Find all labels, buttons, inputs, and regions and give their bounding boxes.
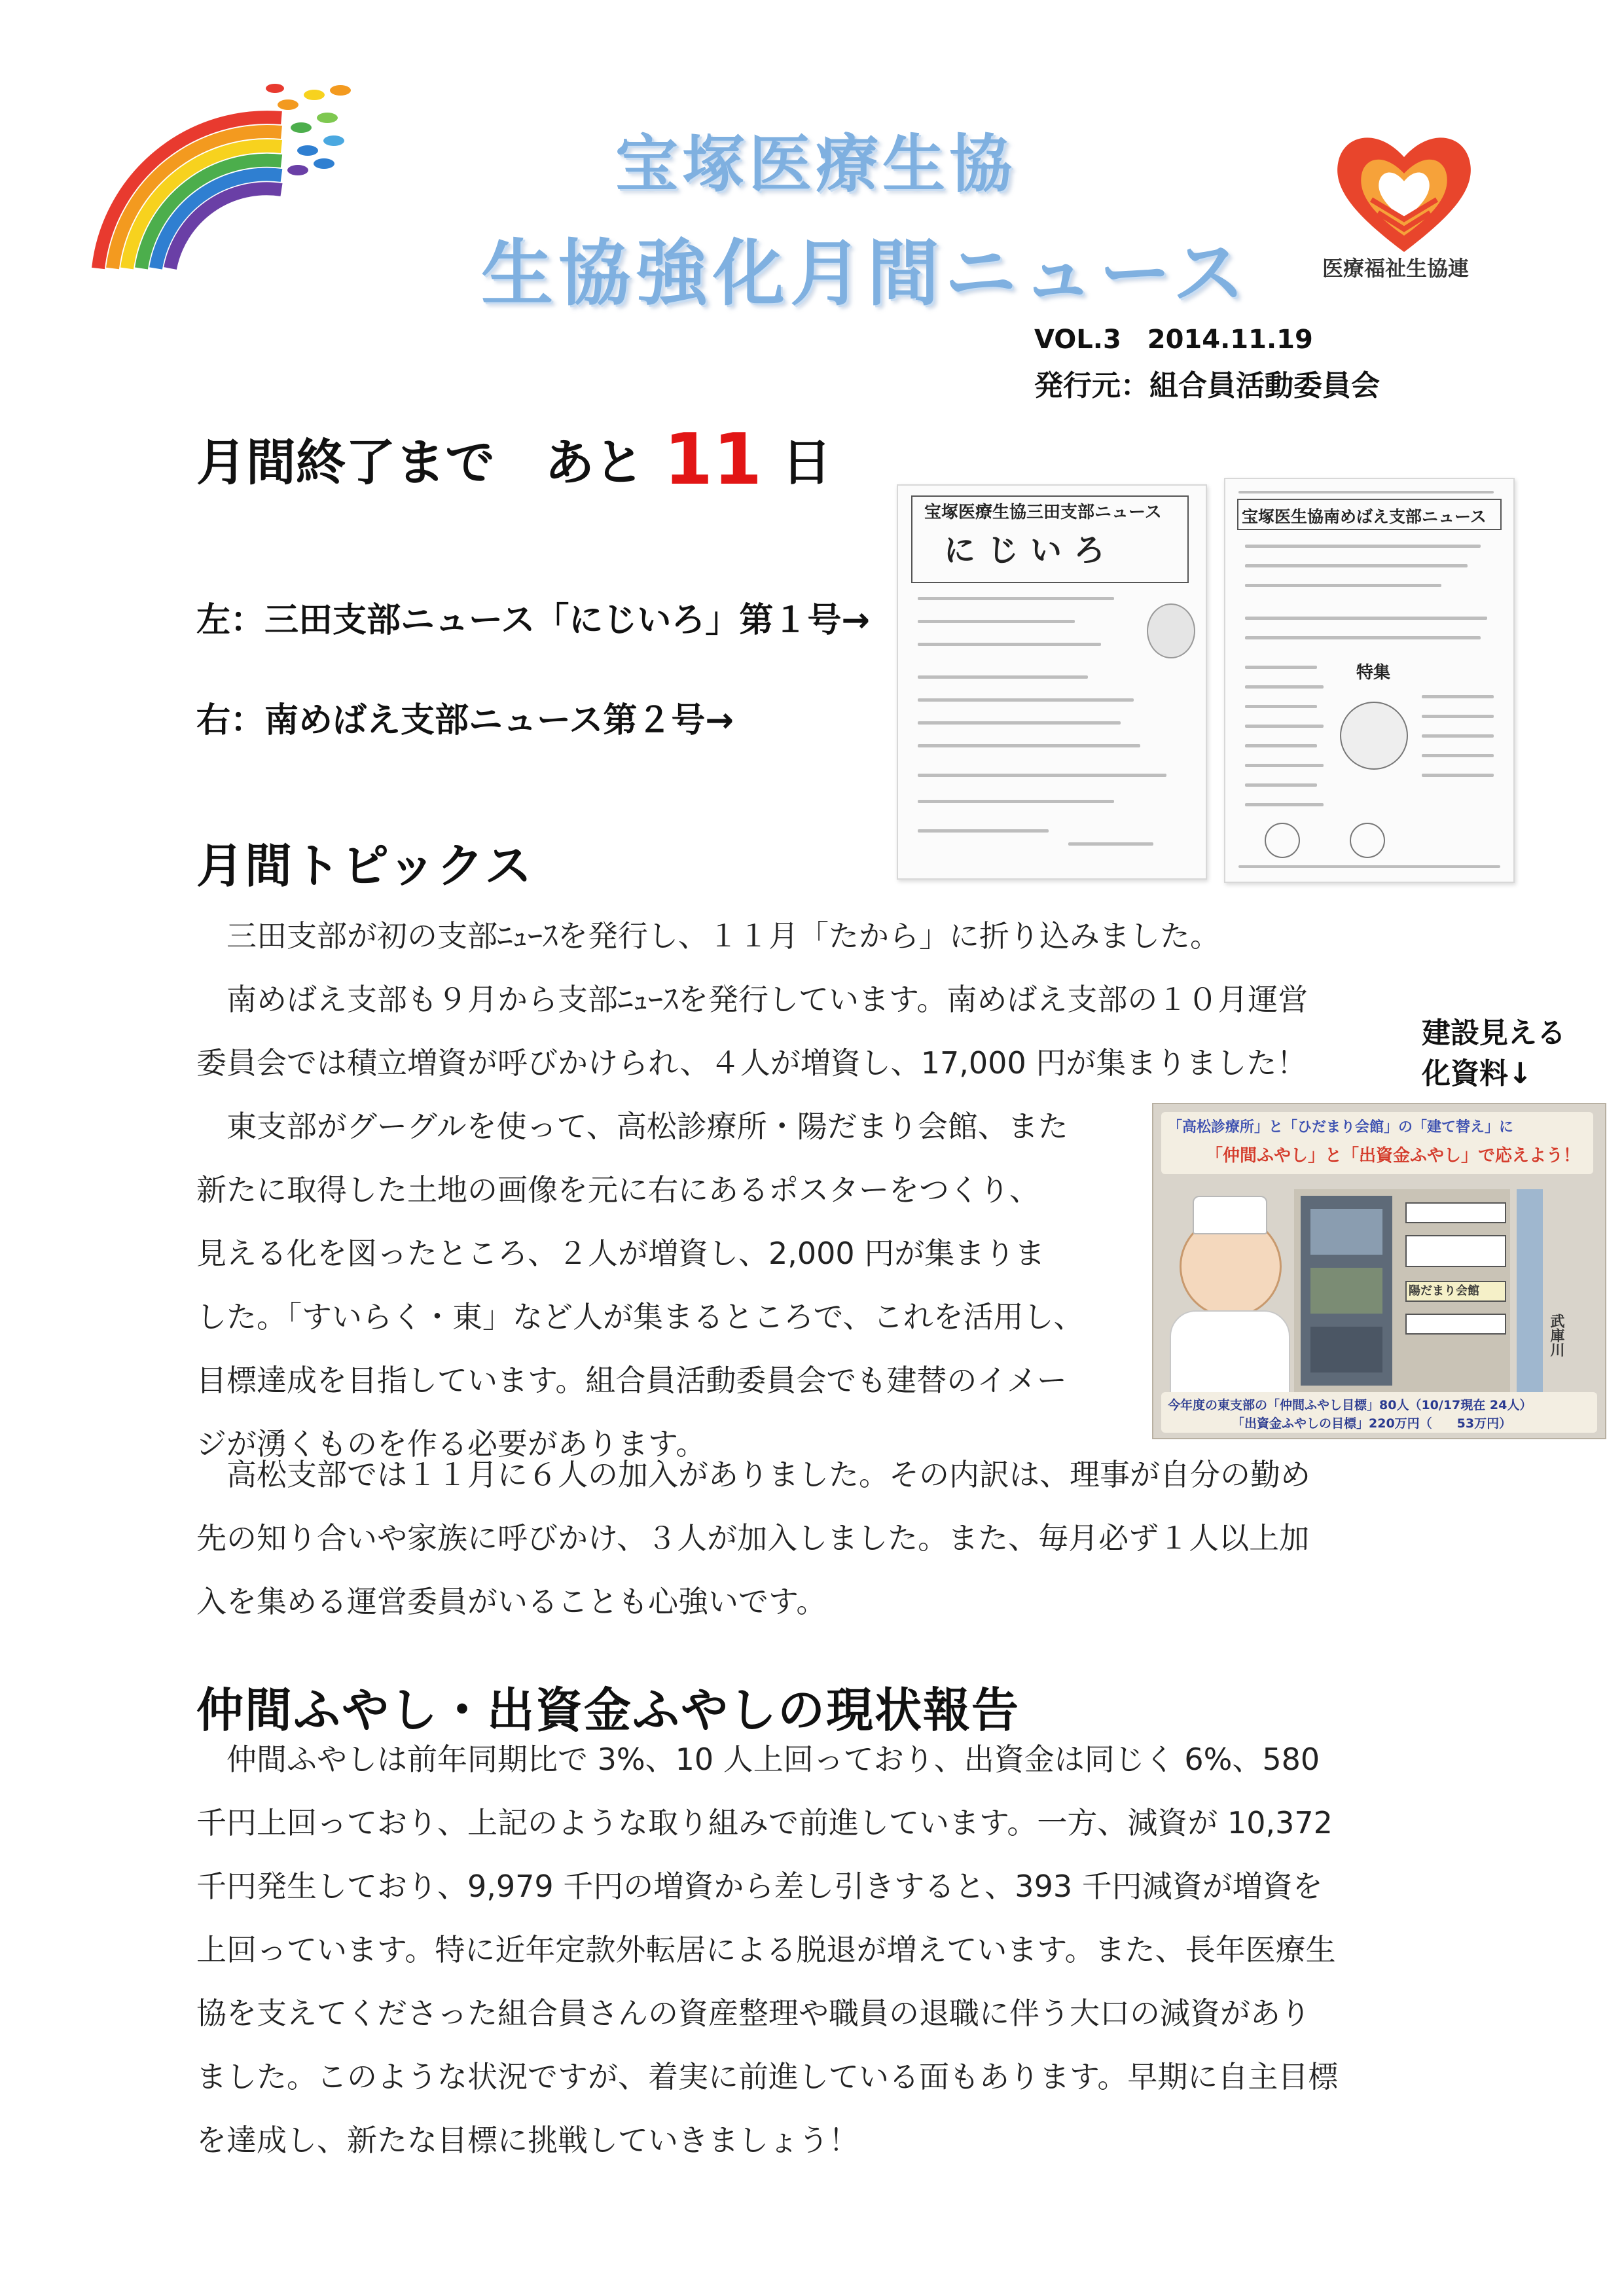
text-line: 南めばえ支部も９月から支部ﾆｭｰｽを発行しています。南めばえ支部の１０月運営	[196, 982, 1308, 1017]
report-heading: 仲間ふやし・出資金ふやしの現状報告	[196, 1683, 1020, 1738]
thumb-left-name: にじいろ	[944, 532, 1117, 569]
countdown-suffix: 日	[782, 433, 832, 492]
topic-paragraph-takamatsu	[196, 1443, 1310, 1634]
text-line: 上回っています。特に近年定款外転居による脱退が増えています。また、長年医療生	[196, 1932, 1336, 1967]
text-line: 目標達成を目指しています。組合員活動委員会でも建替のイメー	[196, 1363, 1067, 1398]
publisher: 発行元：組合員活動委員会	[1034, 369, 1380, 403]
text-line: 先の知り合いや家族に呼びかけ、３人が加入しました。また、毎月必ず１人以上加	[196, 1520, 1310, 1556]
newsletter-title-line1: 宝塚医療生協	[615, 128, 1016, 201]
newsletter-thumbnail-sanda	[897, 484, 1207, 880]
text-line: 高松支部では１１月に６人の加入がありました。その内訳は、理事が自分の勤め	[196, 1457, 1310, 1492]
newsletter-thumbnail-minamimebae	[1224, 478, 1515, 883]
text-line: 東支部がグーグルを使って、高松診療所・陽だまり会館、また	[196, 1109, 1068, 1144]
coop-heart-logo	[1326, 121, 1483, 272]
topics-heading: 月間トピックス	[196, 838, 533, 893]
poster-sign-label: 陽だまり会館	[1409, 1284, 1479, 1298]
poster-caption-line1: 建設見える	[1422, 1016, 1566, 1050]
text-line: 千円上回っており、上記のような取り組みで前進しています。一方、減資が 10,372	[196, 1805, 1333, 1840]
text-line: ジが湧くものを作る必要があります。	[196, 1426, 706, 1462]
poster-headline-line1: 「高松診療所」と「ひだまり会館」の「建て替え」に	[1168, 1119, 1514, 1136]
text-line: を達成し、新たな目標に挑戦していきましょう！	[196, 2123, 859, 2158]
text-line: 入を集める運営委員がいることも心強いです。	[196, 1584, 827, 1619]
thumb-right-title: 宝塚医生協南めばえ支部ニュース	[1242, 507, 1487, 526]
thumb-left-title: 宝塚医療生協三田支部ニュース	[924, 503, 1162, 522]
report-paragraph	[196, 1728, 1338, 2172]
topic-paragraph-higashi	[196, 1095, 1084, 1476]
poster-caption-line2: 化資料↓	[1422, 1057, 1532, 1090]
text-line: ました。このような状況ですが、着実に前進している面もあります。早期に自主目標	[196, 2059, 1339, 2094]
countdown-prefix: 月間終了まで あと	[196, 433, 644, 492]
newsletter-title-line2: 生協強化月間ニュース	[481, 232, 1250, 315]
poster-caption	[1422, 1013, 1566, 1094]
countdown-days: 11	[664, 419, 763, 501]
text-line: 新たに取得した土地の画像を元に右にあるポスターをつくり、	[196, 1172, 1039, 1208]
text-line: 三田支部が初の支部ﾆｭｰｽを発行し、１１月「たから」に折り込みました。	[196, 918, 1220, 954]
poster-river-label: 武庫川	[1548, 1314, 1564, 1357]
poster-goal-line2: 「出資金ふやしの目標」220万円（ 53万円）	[1232, 1416, 1512, 1431]
text-line: 仲間ふやしは前年同期比で 3%、10 人上回っており、出資金は同じく 6%、580	[196, 1742, 1320, 1777]
text-line: 千円発生しており、9,979 千円の増資から差し引きすると、393 千円減資が増資を	[196, 1869, 1323, 1904]
topic-paragraph-minamimebae	[196, 968, 1308, 1095]
text-line: 協を支えてくださった組合員さんの資産整理や職員の退職に伴う大口の減資があり	[196, 1996, 1310, 2031]
caption-right-newsletter: 右：南めばえ支部ニュース第２号→	[196, 701, 734, 740]
coop-logo-label: 医療福祉生協連	[1322, 256, 1470, 281]
volume-date: VOL.3 2014.11.19	[1034, 325, 1313, 355]
text-line: 委員会では積立増資が呼びかけられ、４人が増資し、17,000 円が集まりました！	[196, 1045, 1307, 1081]
countdown-headline	[196, 419, 831, 501]
rainbow-logo	[92, 79, 367, 275]
text-line: 見える化を図ったところ、２人が増資し、2,000 円が集まりま	[196, 1236, 1045, 1271]
thumb-right-feature: 特集	[1356, 663, 1391, 683]
poster-photo	[1152, 1103, 1606, 1439]
topic-paragraph-sanda	[196, 905, 1220, 968]
poster-goal-line1: 今年度の東支部の「仲間ふやし目標」80人（10/17現在 24人）	[1168, 1398, 1532, 1412]
text-line: した。「すいらく・東」など人が集まるところで、これを活用し、	[196, 1299, 1084, 1335]
caption-left-newsletter: 左：三田支部ニュース「にじいろ」第１号→	[196, 601, 870, 640]
poster-headline-line2: 「仲間ふやし」と「出資金ふやし」で応えよう！	[1206, 1146, 1581, 1166]
